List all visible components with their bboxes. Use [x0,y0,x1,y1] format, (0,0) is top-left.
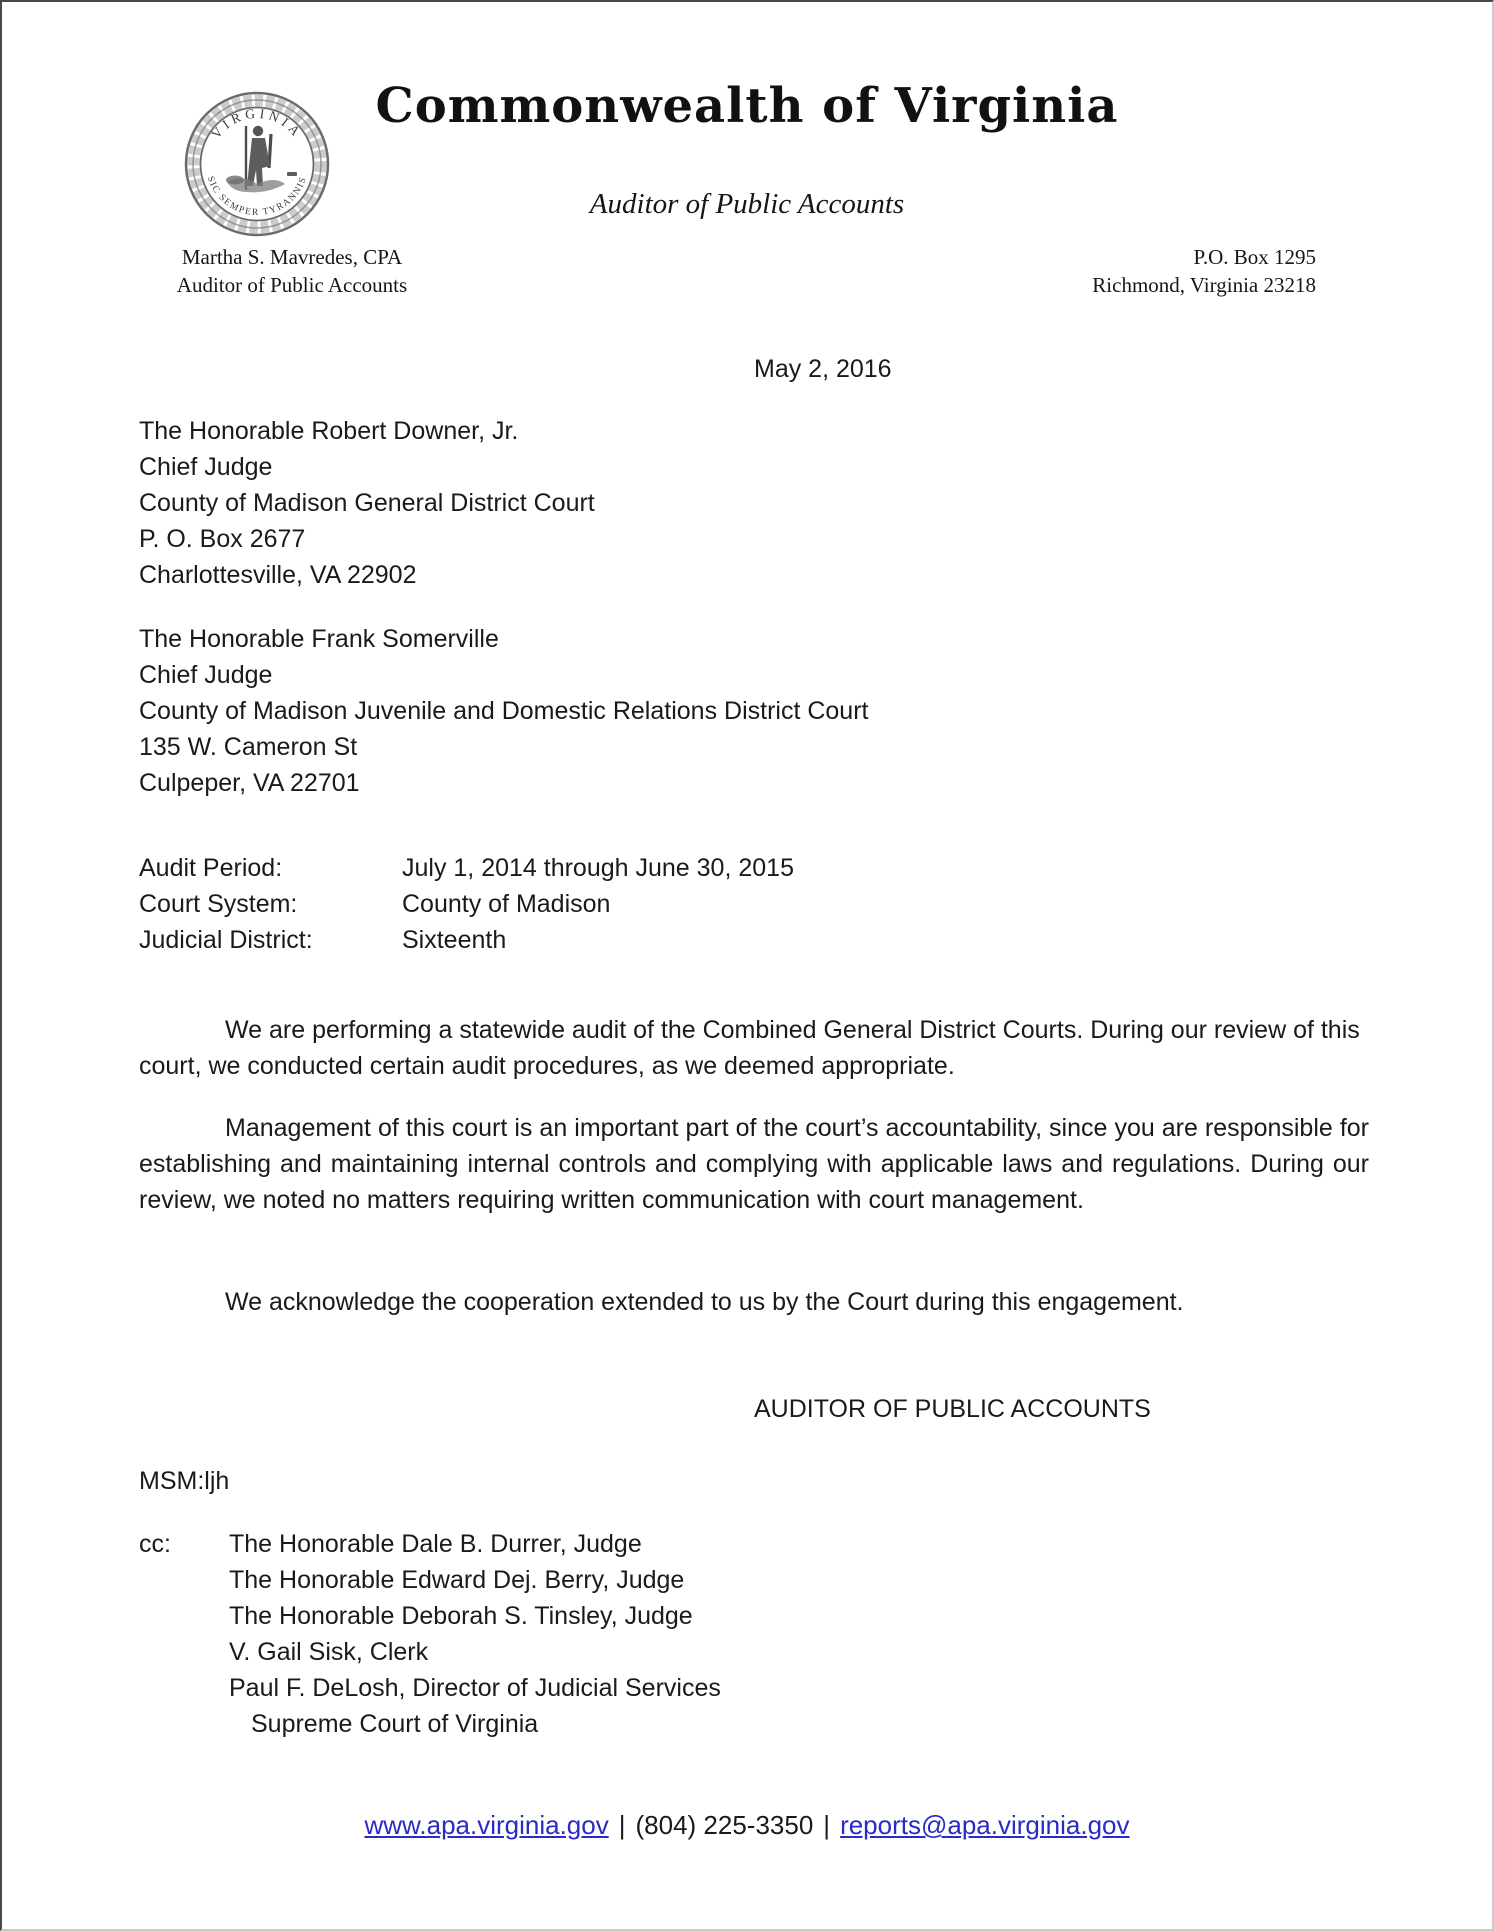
cc-name: Paul F. DeLosh, Director of Judicial Services [229,1674,721,1702]
city-state-zip-line: Richmond, Virginia 23218 [1092,273,1316,297]
court-system-value: County of Madison [402,890,611,918]
letterhead-subtitle: Auditor of Public Accounts [589,188,905,220]
seal-bottom-text: SIC SEMPER TYRANNIS [204,175,310,219]
body-paragraph-2 [139,1110,1369,1218]
audit-period-label: Audit Period: [139,854,283,882]
cc-spacer [139,1706,229,1742]
cc-name: The Honorable Deborah S. Tinsley, Judge [229,1602,693,1630]
phone-number: (804) 225-3350 [635,1810,814,1840]
cc-spacer [139,1670,229,1706]
seal-figure-icon [226,126,297,193]
judicial-district-label: Judicial District: [139,926,313,954]
audit-period-value: July 1, 2014 through June 30, 2015 [402,854,794,882]
judicial-district-value: Sixteenth [402,926,507,954]
cc-spacer [139,1598,229,1634]
court-system-label: Court System: [139,890,298,918]
recipient-block-2 [139,621,1369,801]
cc-row [139,1526,1369,1562]
paragraph-text: We acknowledge the cooperation extended to us by the Court during this engagement. [225,1288,1184,1316]
recipient-city-state-zip: Charlottesville, VA 22902 [139,561,417,589]
letterhead-title: Commonwealth of Virginia [375,78,1119,134]
audit-info-row [139,886,1369,922]
cc-label: cc: [139,1530,171,1558]
cc-row [139,1598,1369,1634]
cc-row [139,1706,1369,1742]
audit-info-block [139,850,1369,958]
recipient-street: P. O. Box 2677 [139,525,306,553]
footer-separator: | [823,1810,831,1840]
cc-name: The Honorable Dale B. Durrer, Judge [229,1530,642,1558]
official-block [162,243,422,299]
audit-info-row [139,850,1369,886]
recipient-title: Chief Judge [139,661,273,689]
cc-spacer [139,1634,229,1670]
seal-top-text: VIRGINIA [208,105,306,142]
cc-name: V. Gail Sisk, Clerk [229,1638,429,1666]
cc-name: The Honorable Edward Dej. Berry, Judge [229,1566,685,1594]
official-title: Auditor of Public Accounts [176,273,408,297]
recipient-city-state-zip: Culpeper, VA 22701 [139,769,360,797]
cc-name: Supreme Court of Virginia [251,1710,539,1738]
paragraph-text: Management of this court is an important part of the court’s accountability, since you are responsible for establishing and maintaining internal controls and complying with applicable laws and regulations. During our review, we noted no matters requiring written communication with court management. [139,1114,1369,1214]
cc-row [139,1670,1369,1706]
recipient-name: The Honorable Robert Downer, Jr. [139,417,519,445]
recipient-name: The Honorable Frank Somerville [139,625,499,653]
cc-spacer [139,1562,229,1598]
cc-block [139,1526,1369,1742]
email-link[interactable]: reports@apa.virginia.gov [840,1810,1130,1840]
recipient-street: 135 W. Cameron St [139,733,358,761]
reference-initials: MSM:ljh [139,1467,230,1495]
audit-info-row [139,922,1369,958]
signature-org: AUDITOR OF PUBLIC ACCOUNTS [754,1395,1151,1423]
body-paragraph-3 [139,1284,1369,1320]
cc-row [139,1562,1369,1598]
office-address-block [956,243,1316,299]
po-box-line: P.O. Box 1295 [1193,245,1316,269]
date-line [139,351,1369,387]
official-name: Martha S. Mavredes, CPA [181,245,403,269]
recipient-block-1 [139,413,1369,593]
body-paragraph-1 [139,1012,1369,1084]
recipient-title: Chief Judge [139,453,273,481]
recipient-court: County of Madison General District Court [139,489,595,517]
footer-separator: | [618,1810,626,1840]
recipient-court: County of Madison Juvenile and Domestic Relations District Court [139,697,869,725]
signature-block [139,1391,1369,1427]
paragraph-text: We are performing a statewide audit of the Combined General District Courts. During our review of this court, we conducted certain audit procedures, as we deemed appropriate. [139,1016,1360,1080]
letter-date: May 2, 2016 [754,355,892,383]
footer-contact-line [2,1810,1492,1841]
cc-row [139,1634,1369,1670]
website-link[interactable]: www.apa.virginia.gov [364,1810,609,1840]
